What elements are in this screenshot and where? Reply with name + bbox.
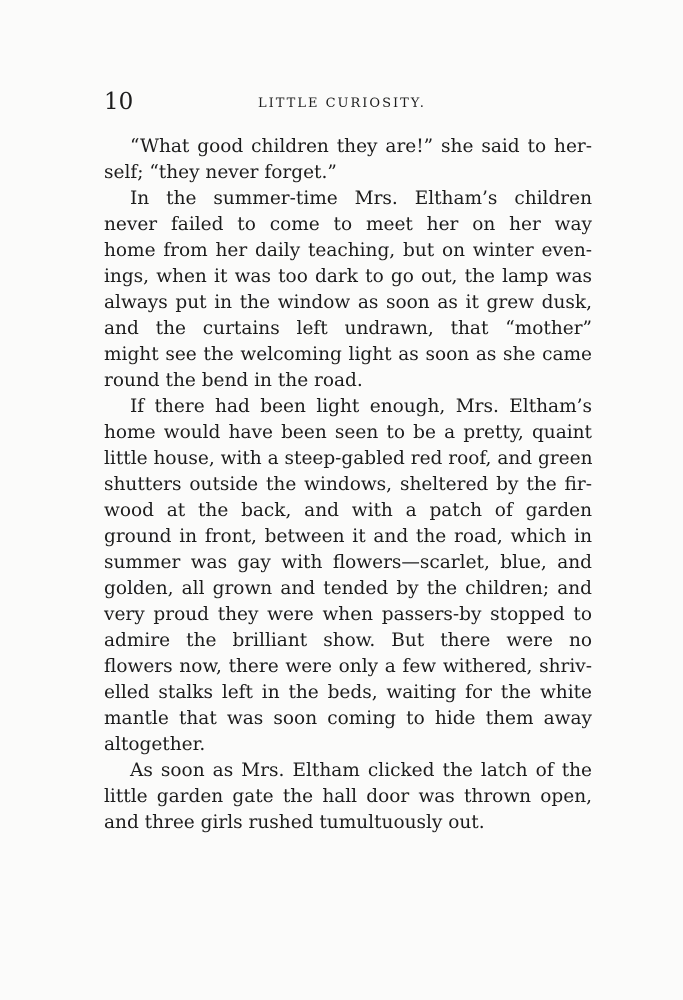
- text-line: home from her daily teaching, but on winter even-: [104, 240, 592, 261]
- text-line: shutters outside the windows, sheltered by the fir-: [104, 474, 592, 495]
- text-line: little garden gate the hall door was thrown open,: [104, 786, 592, 807]
- text-line: If there had been light enough, Mrs. Eltham’s: [130, 396, 592, 417]
- text-line: and three girls rushed tumultuously out.: [104, 812, 485, 833]
- text-line: self; “they never forget.”: [104, 162, 337, 183]
- text-line: summer was gay with flowers—scarlet, blue, and: [104, 552, 592, 573]
- text-line: golden, all grown and tended by the children; and: [104, 578, 592, 599]
- text-line: In the summer-time Mrs. Eltham’s children: [130, 188, 592, 209]
- text-line: always put in the window as soon as it grew dusk,: [104, 292, 592, 313]
- text-line: ings, when it was too dark to go out, the lamp was: [104, 266, 592, 287]
- text-line: altogether.: [104, 734, 206, 755]
- text-line: elled stalks left in the beds, waiting for the white: [104, 682, 592, 703]
- paragraph: [104, 394, 592, 758]
- text-line: might see the welcoming light as soon as she came: [104, 344, 592, 365]
- paragraph: [104, 134, 592, 186]
- text-line: “What good children they are!” she said to her-: [130, 136, 592, 157]
- text-line: As soon as Mrs. Eltham clicked the latch of the: [130, 760, 592, 781]
- text-line: ground in front, between it and the road, which in: [104, 526, 592, 547]
- text-line: flowers now, there were only a few withered, shriv-: [104, 656, 592, 677]
- text-line: admire the brilliant show. But there were no: [104, 630, 592, 651]
- page-header: [104, 88, 590, 118]
- text-line: wood at the back, and with a patch of garden: [104, 500, 592, 521]
- running-title: LITTLE CURIOSITY.: [258, 96, 426, 111]
- text-line: never failed to come to meet her on her way: [104, 214, 592, 235]
- text-line: very proud they were when passers-by stopped to: [104, 604, 592, 625]
- text-line: little house, with a steep-gabled red roof, and green: [104, 448, 593, 469]
- text-line: home would have been seen to be a pretty, quaint: [104, 422, 592, 443]
- text-line: and the curtains left undrawn, that “mother”: [104, 318, 592, 339]
- paragraph: [104, 186, 592, 394]
- text-line: round the bend in the road.: [104, 370, 363, 391]
- paragraph: [104, 758, 592, 836]
- page-number: 10: [104, 89, 134, 115]
- body-text: [104, 134, 592, 836]
- text-line: mantle that was soon coming to hide them away: [104, 708, 592, 729]
